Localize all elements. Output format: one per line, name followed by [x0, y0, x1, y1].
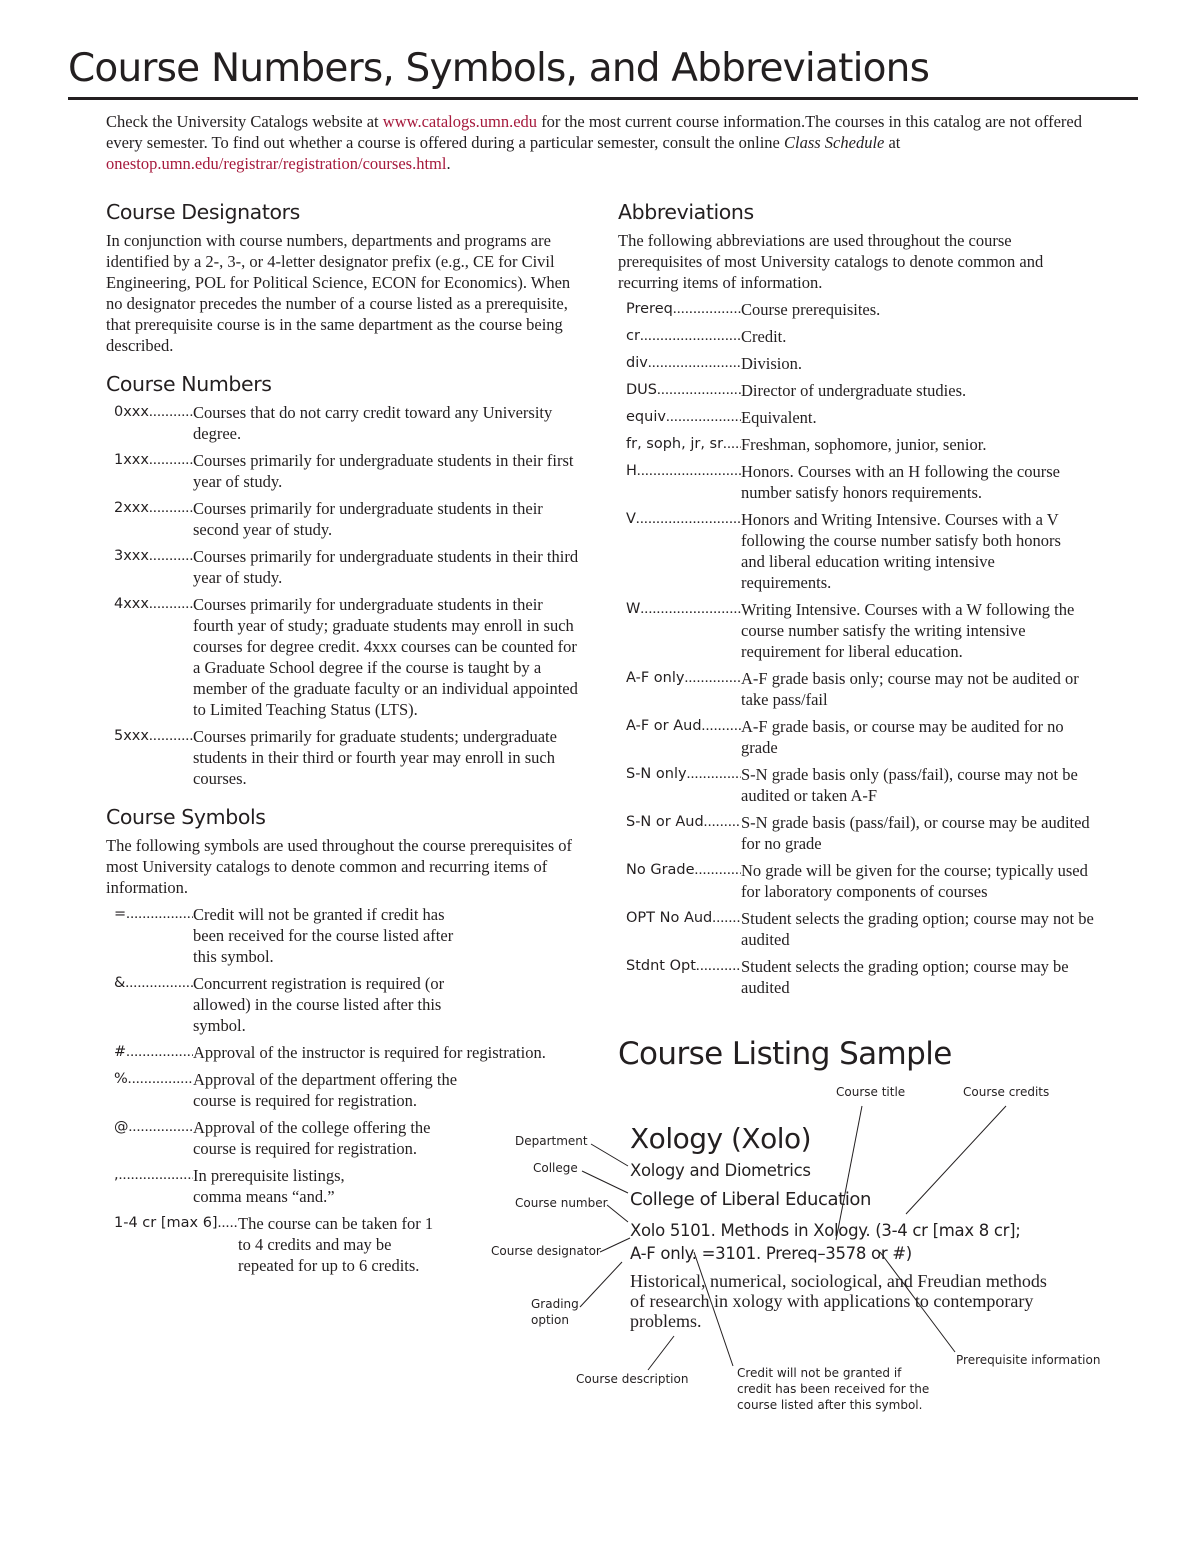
- leader-line-course-designator: [600, 1238, 630, 1252]
- label-college: College: [533, 1161, 578, 1175]
- list-item: [618, 956, 1098, 998]
- page-title: Course Numbers, Symbols, and Abbreviations: [68, 46, 930, 91]
- term: V .....: [618, 509, 741, 593]
- list-item: [106, 1213, 478, 1276]
- term: # .....: [106, 1042, 193, 1063]
- term: H .....: [618, 461, 741, 503]
- term: % .....: [106, 1069, 193, 1111]
- term: equiv .....: [618, 407, 741, 428]
- definition: Writing Intensive. Courses with a W following the course number satisfy the writing intensive requirement for liberal education.: [741, 600, 1075, 661]
- list-item: [618, 908, 1098, 950]
- term: Prereq .....: [618, 299, 741, 320]
- definition: Courses primarily for undergraduate students in their first year of study.: [193, 451, 574, 491]
- list-item: [106, 450, 586, 492]
- leader-line-description: [648, 1336, 674, 1370]
- definition: Courses that do not carry credit toward any University degree.: [193, 403, 553, 443]
- definition: Course prerequisites.: [741, 300, 881, 319]
- definition: S-N grade basis only (pass/fail), course may not be audited or taken A-F: [741, 765, 1078, 805]
- list-item: [106, 498, 586, 540]
- list-item: [618, 668, 1098, 710]
- term: 3xxx .....: [106, 546, 193, 588]
- definition: Freshman, sophomore, junior, senior.: [741, 435, 987, 454]
- definition: Director of undergraduate studies.: [741, 381, 967, 400]
- sample-department-name: Xology and Diometrics: [630, 1161, 811, 1180]
- list-item: [106, 1069, 478, 1111]
- definition: Credit will not be granted if credit has been received for the course listed after this symbol.: [193, 905, 454, 966]
- term: 4xxx .....: [106, 594, 193, 720]
- term: 5xxx .....: [106, 726, 193, 789]
- title-rule: [68, 97, 1138, 100]
- term: No Grade .....: [618, 860, 741, 902]
- definition: Credit.: [741, 327, 787, 346]
- leader-line-college: [582, 1171, 628, 1193]
- right-column: [618, 198, 1098, 1010]
- definition: Division.: [741, 354, 802, 373]
- left-column: [106, 198, 586, 1288]
- list-item: [106, 904, 478, 967]
- term: = .....: [106, 904, 193, 967]
- label-prerequisite-information: Prerequisite information: [956, 1353, 1101, 1367]
- term: Stdnt Opt .....: [618, 956, 741, 998]
- label-course-credits: Course credits: [963, 1085, 1050, 1099]
- term: @ .....: [106, 1117, 193, 1159]
- sample-department-title: Xology (Xolo): [630, 1122, 812, 1155]
- definition: Concurrent registration is required (or allowed) in the course listed after this symbol.: [193, 974, 445, 1035]
- term: A-F or Aud .....: [618, 716, 741, 758]
- course-symbols-heading: Course Symbols: [106, 805, 266, 829]
- term: S-N only .....: [618, 764, 741, 806]
- abbreviations-list: [618, 299, 1098, 998]
- term: 2xxx .....: [106, 498, 193, 540]
- definition: Approval of the department offering the course is required for registration.: [193, 1070, 458, 1110]
- list-item: [618, 353, 1098, 374]
- definition: The course can be taken for 1 to 4 credits and may be repeated for up to 6 credits.: [238, 1214, 434, 1275]
- definition: Courses primarily for graduate students; undergraduate students in their third or fourth year may enroll in such courses.: [193, 727, 557, 788]
- abbreviations-heading: Abbreviations: [618, 200, 754, 224]
- term: , .....: [106, 1165, 193, 1207]
- list-item: [106, 594, 586, 720]
- list-item: [618, 380, 1098, 401]
- list-item: [106, 726, 586, 789]
- definition: A-F grade basis, or course may be audited for no grade: [741, 717, 1064, 757]
- term: & .....: [106, 973, 193, 1036]
- label-course-designator: Course designator: [491, 1244, 601, 1258]
- course-symbols-text: The following symbols are used throughout the course prerequisites of most University catalogs to denote common and recurring items of information.: [106, 836, 573, 897]
- definition: Equivalent.: [741, 408, 817, 427]
- list-item: [106, 546, 586, 588]
- list-item: [618, 299, 1098, 320]
- list-item: [618, 812, 1098, 854]
- list-item: [106, 973, 478, 1036]
- list-item: [618, 860, 1098, 902]
- registration-courses-link[interactable]: onestop.umn.edu/registrar/registration/courses.html: [106, 154, 447, 173]
- catalogs-link[interactable]: www.catalogs.umn.edu: [382, 112, 538, 131]
- definition: No grade will be given for the course; typically used for laboratory components of courses: [741, 861, 1088, 901]
- sample-course-line-1: Xolo 5101. Methods in Xology. (3-4 cr [max 8 cr];: [630, 1221, 1021, 1240]
- intro-text-post: at: [884, 133, 901, 152]
- course-listing-sample-heading: Course Listing Sample: [618, 1036, 952, 1072]
- class-schedule-italic: Class Schedule: [783, 133, 885, 152]
- definition: A-F grade basis only; course may not be audited or take pass/fail: [741, 669, 1079, 709]
- term: 1xxx .....: [106, 450, 193, 492]
- intro-text-pre: Check the University Catalogs website at: [106, 112, 383, 131]
- leader-line-department: [591, 1144, 628, 1166]
- leader-line-grading-option: [580, 1262, 622, 1307]
- label-credit-note: Credit will not be granted if credit has been received for the course listed after this symbol.: [737, 1366, 930, 1412]
- course-numbers-heading: Course Numbers: [106, 372, 272, 396]
- definition: In prerequisite listings, comma means “and.”: [193, 1166, 345, 1206]
- list-item: [618, 461, 1098, 503]
- term: OPT No Aud .....: [618, 908, 741, 950]
- definition: Student selects the grading option; course may be audited: [741, 957, 1069, 997]
- definition: Approval of the instructor is required for registration.: [193, 1043, 546, 1062]
- intro-paragraph: [106, 111, 1106, 174]
- definition: Approval of the college offering the course is required for registration.: [193, 1118, 431, 1158]
- leader-line-course-credits: [906, 1106, 1006, 1214]
- list-item: [618, 326, 1098, 347]
- definition: Honors and Writing Intensive. Courses with a V following the course number satisfy both honors and liberal education writing intensive requirements.: [741, 510, 1061, 592]
- list-item: [618, 509, 1098, 593]
- term: A-F only .....: [618, 668, 741, 710]
- course-numbers-list: [106, 402, 586, 789]
- label-department: Department: [515, 1134, 588, 1148]
- abbreviations-text: The following abbreviations are used throughout the course prerequisites of most University catalogs to denote common and recurring items of information.: [618, 231, 1044, 292]
- label-grading-option: Grading option: [531, 1297, 579, 1327]
- list-item: [618, 716, 1098, 758]
- definition: S-N grade basis (pass/fail), or course may be audited for no grade: [741, 813, 1090, 853]
- list-item: [106, 1165, 478, 1207]
- list-item: [618, 764, 1098, 806]
- intro-text-end: .: [446, 154, 451, 173]
- definition: Student selects the grading option; course may not be audited: [741, 909, 1094, 949]
- term: cr .....: [618, 326, 741, 347]
- term: 0xxx .....: [106, 402, 193, 444]
- label-course-number: Course number: [515, 1196, 608, 1210]
- definition: Honors. Courses with an H following the course number satisfy honors requirements.: [741, 462, 1060, 502]
- term: 1-4 cr [max 6] .....: [106, 1213, 238, 1276]
- term: W .....: [618, 599, 741, 662]
- term: div .....: [618, 353, 741, 374]
- definition: Courses primarily for undergraduate students in their third year of study.: [193, 547, 579, 587]
- definition: Courses primarily for undergraduate students in their second year of study.: [193, 499, 543, 539]
- list-item: [106, 1117, 478, 1159]
- course-designators-heading: Course Designators: [106, 200, 300, 224]
- list-item: [618, 599, 1098, 662]
- leader-line-course-number: [607, 1205, 628, 1222]
- sample-college: College of Liberal Education: [630, 1189, 872, 1210]
- list-item: [106, 1042, 546, 1063]
- intro-text-mid: for the most current course information.The courses in this catalog are not offered every semester. To find out whether a course is offered during a particular semester, consult the online: [106, 112, 1082, 152]
- course-designators-text: In conjunction with course numbers, departments and programs are identified by a 2-, 3-, or 4-letter designator prefix (e.g., CE for Civil Engineering, POL for Political Science, ECON for Economics). When no designator precedes the number of a course listed as a prerequisite, that prerequisite course is in the same department as the course being described.: [106, 231, 571, 355]
- list-item: [618, 407, 1098, 428]
- term: S-N or Aud .....: [618, 812, 741, 854]
- list-item: [618, 434, 1098, 455]
- list-item: [106, 402, 586, 444]
- term: DUS .....: [618, 380, 741, 401]
- sample-description: Historical, numerical, sociological, and Freudian methods of research in xology with applications to contemporary problems.: [630, 1271, 1047, 1331]
- label-course-title: Course title: [836, 1085, 906, 1099]
- label-course-description: Course description: [576, 1372, 689, 1386]
- definition: Courses primarily for undergraduate students in their fourth year of study; graduate students may enroll in such courses for degree credit. 4xxx courses can be counted for a Graduate School degree if the course is taught by a member of the graduate faculty or an individual appointed to Limited Teaching Status (LTS).: [193, 595, 578, 719]
- sample-course-line-2: A-F only. =3101. Prereq–3578 or #): [630, 1244, 912, 1263]
- term: fr, soph, jr, sr .....: [618, 434, 741, 455]
